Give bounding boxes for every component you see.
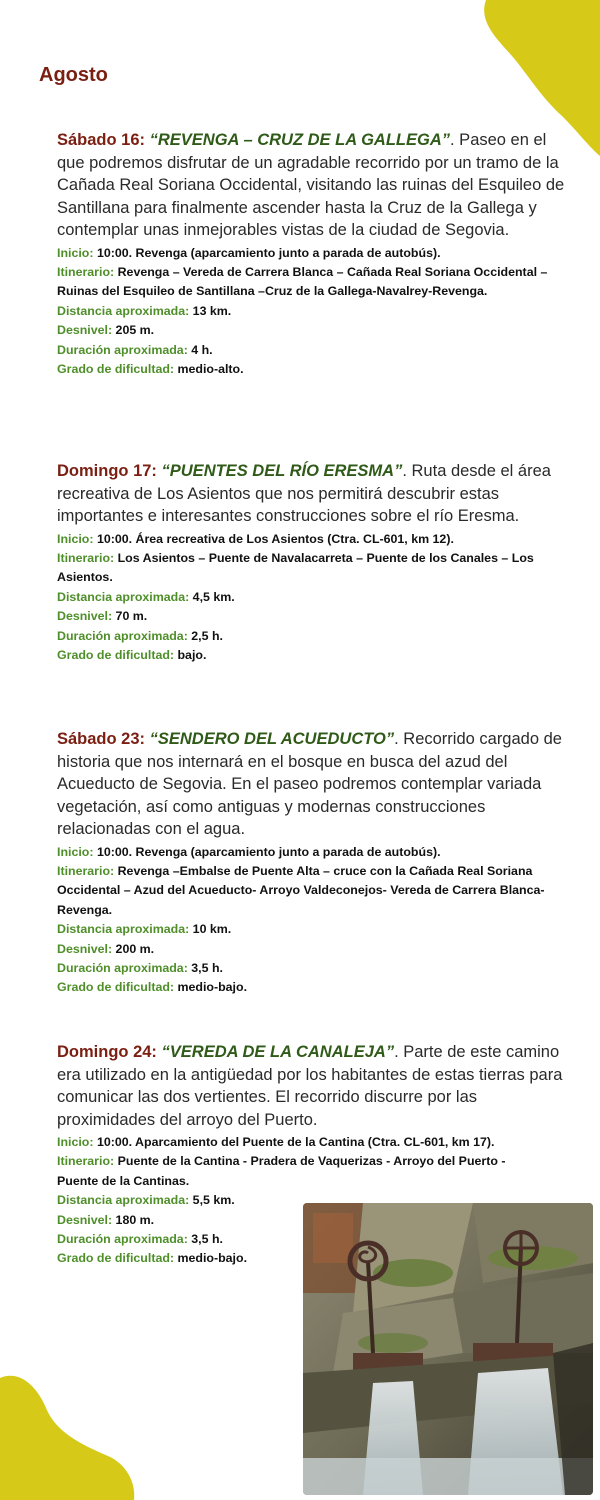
event-description [57,129,565,242]
sluice-gate-photo [303,1203,593,1495]
detail-distancia: Distancia aproximada: 4,5 km. [57,589,235,604]
detail-dificultad: Grado de dificultad: medio-alto. [57,361,244,376]
event-text: . Paseo en el que podremos disfrutar de un agradable recorrido por un tramo de la Cañada Real Soriana Occidental, visitando las ruinas del Esquileo de Santillana para finalmente ascender hasta la Cruz de la Gallega y contemplar unas inmejorables vistas de la ciudad de Segovia. [57,131,565,239]
event-details [57,530,565,666]
detail-desnivel: Desnivel: 200 m. [57,941,155,956]
event-day: Domingo 24: [57,1043,157,1061]
detail-itinerario: Itinerario: Puente de la Cantina - Pradera de Vaquerizas - Arroyo del Puerto - Puente de la Cantinas. [57,1154,506,1188]
event-3 [57,728,565,998]
event-name: “VEREDA DE LA CANALEJA” [161,1043,395,1061]
detail-desnivel: Desnivel: 180 m. [57,1212,155,1227]
event-name: “PUENTES DEL RÍO ERESMA” [161,462,403,480]
detail-inicio: Inicio: 10:00. Revenga (aparcamiento junto a parada de autobús). [57,844,441,859]
event-1 [57,129,565,379]
event-text: . Parte de este camino era utilizado en la antigüedad por los habitantes de estas tierras para comunicar las dos vertientes. El recorrido discurre por las proximidades del arroyo del Puerto. [57,1043,563,1129]
detail-desnivel: Desnivel: 70 m. [57,609,148,624]
event-description [57,1041,565,1131]
decorative-yellow-blob-bottom [0,1370,140,1500]
detail-duracion: Duración aproximada: 3,5 h. [57,960,223,975]
detail-duracion: Duración aproximada: 3,5 h. [57,1232,223,1247]
detail-duracion: Duración aproximada: 2,5 h. [57,628,223,643]
event-name: “SENDERO DEL ACUEDUCTO” [149,730,395,748]
detail-inicio: Inicio: 10:00. Revenga (aparcamiento junto a parada de autobús). [57,245,441,260]
detail-desnivel: Desnivel: 205 m. [57,323,155,338]
event-name: “REVENGA – CRUZ DE LA GALLEGA” [149,131,451,149]
event-day: Domingo 17: [57,462,157,480]
detail-duracion: Duración aproximada: 4 h. [57,342,213,357]
detail-distancia: Distancia aproximada: 13 km. [57,303,232,318]
event-text: . Ruta desde el área recreativa de Los Asientos que nos permitirá descubrir estas importantes e interesantes construcciones sobre el río Eresma. [57,462,551,525]
month-heading: Agosto [39,64,108,86]
event-description [57,460,565,528]
event-day: Sábado 16: [57,131,146,149]
detail-distancia: Distancia aproximada: 5,5 km. [57,1193,235,1208]
event-details [57,244,565,380]
event-details [57,843,565,998]
detail-itinerario: Itinerario: Revenga – Vereda de Carrera Blanca – Cañada Real Soriana Occidental – Ruinas del Esquileo de Santillana –Cruz de la Gallega-Navalrey-Revenga. [57,264,548,299]
detail-dificultad: Grado de dificultad: bajo. [57,647,207,662]
detail-dificultad: Grado de dificultad: medio-bajo. [57,1251,248,1266]
detail-itinerario: Itinerario: Revenga –Embalse de Puente Alta – cruce con la Cañada Real Soriana Occidental – Azud del Acueducto- Arroyo Valdeconejos- Vereda de Carrera Blanca- Revenga. [57,863,545,917]
event-description [57,728,565,841]
detail-inicio: Inicio: 10:00. Área recreativa de Los Asientos (Ctra. CL-601, km 12). [57,531,454,546]
event-2 [57,460,565,665]
detail-inicio: Inicio: 10:00. Aparcamiento del Puente de la Cantina (Ctra. CL-601, km 17). [57,1135,495,1149]
event-text: . Recorrido cargado de historia que nos internará en el bosque en busca del azud del Acueducto de Segovia. En el paseo podremos contemplar variada vegetación, así como antiguas y modernas construcciones relacionadas con el agua. [57,730,562,838]
detail-distancia: Distancia aproximada: 10 km. [57,922,232,937]
event-day: Sábado 23: [57,730,146,748]
detail-dificultad: Grado de dificultad: medio-bajo. [57,980,248,995]
detail-itinerario: Itinerario: Los Asientos – Puente de Navalacarreta – Puente de los Canales – Los Asientos. [57,550,534,585]
